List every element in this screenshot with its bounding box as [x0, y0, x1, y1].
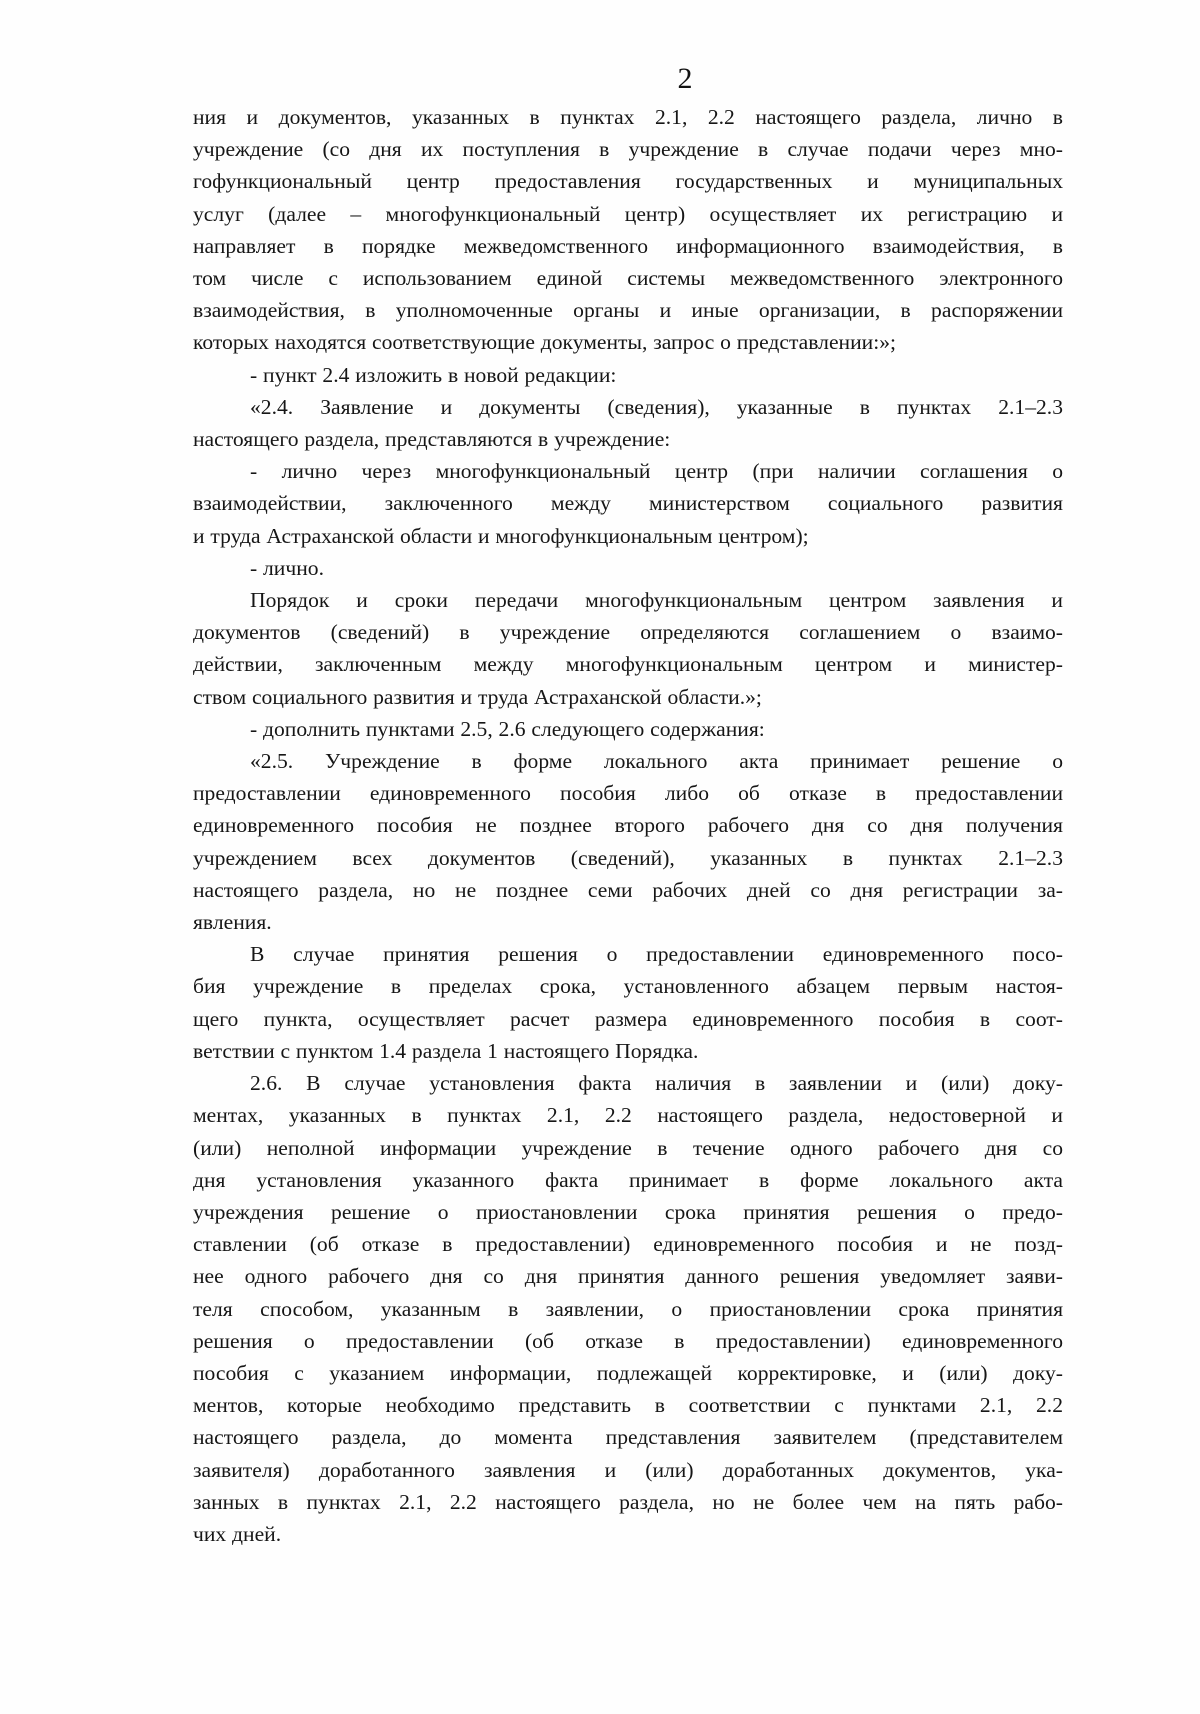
text-line: ветствии с пунктом 1.4 раздела 1 настоящего Порядка. [193, 1038, 699, 1063]
text-line: - лично. [250, 555, 324, 580]
text-line: «2.4. Заявление и документы (сведения), указанные в пунктах 2.1–2.3 [250, 394, 1063, 419]
text-line: настоящего раздела, до момента представления заявителем (представителем [193, 1425, 1063, 1450]
text-line: - лично через многофункциональный центр (при наличии соглашения о [250, 459, 1063, 484]
paragraph [193, 584, 1063, 713]
text-line: явления. [193, 910, 272, 935]
text-line: ния и документов, указанных в пунктах 2.1, 2.2 настоящего раздела, лично в [193, 105, 1063, 129]
text-line: 2.6. В случае установления факта наличия в заявлении и (или) доку- [250, 1071, 1063, 1096]
text-line: документов (сведений) в учреждение определяются соглашением о взаимо- [193, 620, 1063, 645]
text-line: которых находятся соответствующие документы, запрос о представлении:»; [193, 330, 896, 355]
text-line: гофункциональный центр предоставления государственных и муниципальных [193, 169, 1063, 194]
text-line: действии, заключенным между многофункциональным центром и министер- [193, 652, 1063, 677]
paragraph [193, 552, 1063, 584]
text-line: щего пункта, осуществляет расчет размера единовременного пособия в соот- [193, 1006, 1063, 1031]
text-line: учреждением всех документов (сведений), указанных в пунктах 2.1–2.3 [193, 845, 1063, 870]
text-line: предоставлении единовременного пособия либо об отказе в предоставлении [193, 781, 1063, 806]
text-line: нее одного рабочего дня со дня принятия данного решения уведомляет заяви- [193, 1264, 1063, 1289]
text-line: единовременного пособия не позднее второго рабочего дня со дня получения [193, 813, 1063, 838]
text-line: дня установления указанного факта принимает в форме локального акта [193, 1167, 1063, 1192]
paragraph [193, 713, 1063, 745]
text-line: том числе с использованием единой системы межведомственного электронного [193, 266, 1063, 291]
text-line: чих дней. [193, 1521, 282, 1546]
page-number: 2 [677, 62, 693, 95]
paragraph [193, 101, 1063, 359]
text-line: - пункт 2.4 изложить в новой редакции: [250, 362, 617, 387]
text-line: решения о предоставлении (об отказе в предоставлении) единовременного [193, 1328, 1063, 1353]
text-line: взаимодействии, заключенного между министерством социального развития [193, 491, 1063, 516]
text-line: ментов, которые необходимо представить в соответствии с пунктами 2.1, 2.2 [193, 1393, 1063, 1418]
text-line: занных в пунктах 2.1, 2.2 настоящего раздела, но не более чем на пять рабо- [193, 1489, 1063, 1514]
text-line: «2.5. Учреждение в форме локального акта принимает решение о [250, 749, 1063, 774]
text-line: (или) неполной информации учреждение в течение одного рабочего дня со [193, 1135, 1063, 1160]
text-line: настоящего раздела, представляются в учреждение: [193, 427, 671, 452]
text-line: услуг (далее – многофункциональный центр) осуществляет их регистрацию и [193, 201, 1063, 226]
text-line: теля способом, указанным в заявлении, о приостановлении срока принятия [193, 1296, 1063, 1321]
text-line: взаимодействия, в уполномоченные органы и иные организации, в распоряжении [193, 298, 1063, 323]
text-line: учреждения решение о приостановлении срока принятия решения о предо- [193, 1199, 1063, 1224]
text-line: В случае принятия решения о предоставлении единовременного посо- [250, 942, 1063, 967]
paragraph [193, 938, 1063, 1067]
text-line: заявителя) доработанного заявления и (или) доработанных документов, ука- [193, 1457, 1063, 1482]
text-line: ставлении (об отказе в предоставлении) единовременного пособия и не позд- [193, 1232, 1063, 1257]
text-line: ментах, указанных в пунктах 2.1, 2.2 настоящего раздела, недостоверной и [193, 1103, 1063, 1128]
paragraph [193, 391, 1063, 455]
text-line: ством социального развития и труда Астраханской области.»; [193, 684, 762, 709]
text-line: - дополнить пунктами 2.5, 2.6 следующего содержания: [250, 716, 765, 741]
text-line: бия учреждение в пределах срока, установленного абзацем первым настоя- [193, 974, 1063, 999]
text-line: учреждение (со дня их поступления в учреждение в случае подачи через мно- [193, 137, 1063, 162]
text-line: направляет в порядке межведомственного информационного взаимодействия, в [193, 233, 1063, 258]
paragraph [193, 359, 1063, 391]
document-body [193, 101, 1063, 1550]
paragraph [193, 455, 1063, 552]
text-line: пособия с указанием информации, подлежащей корректировке, и (или) доку- [193, 1360, 1063, 1385]
paragraph [193, 1067, 1063, 1550]
text-line: и труда Астраханской области и многофункциональным центром); [193, 523, 809, 548]
text-line: настоящего раздела, но не позднее семи рабочих дней со дня регистрации за- [193, 877, 1063, 902]
paragraph [193, 745, 1063, 938]
text-line: Порядок и сроки передачи многофункциональным центром заявления и [250, 588, 1063, 613]
